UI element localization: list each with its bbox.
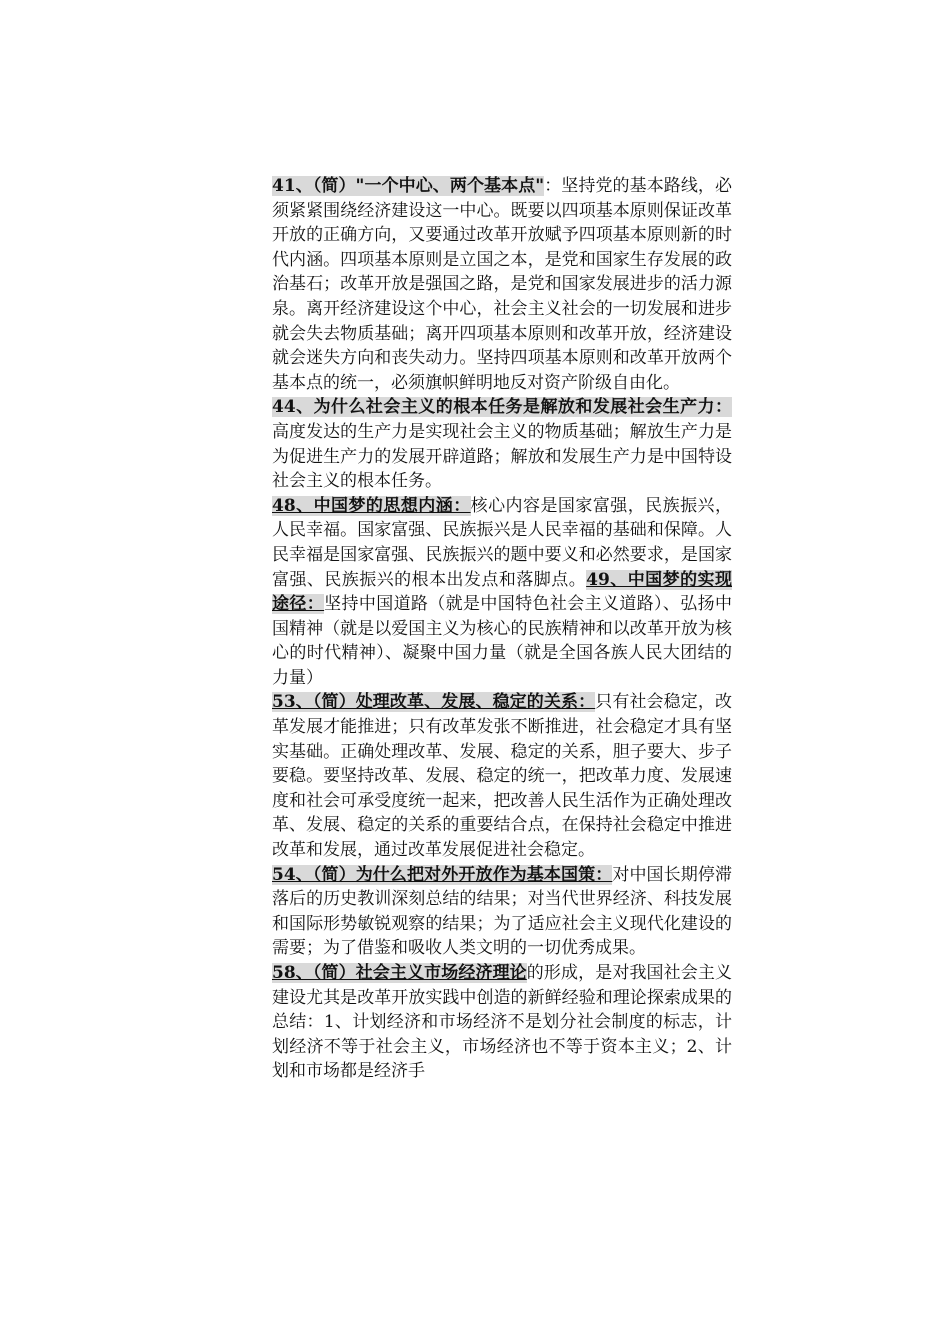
body-41: ：坚持党的基本路线，必须紧紧围绕经济建设这一中心。既要以四项基本原则保证改革开放的正确方向，又要通过改革开放赋予四项基本原则新的时代内涵。四项基本原则是立国之本，是党和国家生存发展的政治基石；改革开放是强国之路，是党和国家发展进步的活力源泉。离开经济建设这个中心，社会主义社会的一切发展和进步就会失去物质基础；离开四项基本原则和改革开放，经济建设就会迷失方向和丧失动力。坚持四项基本原则和改革开放两个基本点的统一，必须旗帜鲜明地反对资产阶级自由化。 (272, 176, 733, 393)
body-54: 对中国长期停滞落后的历史教训深刻总结的结果；对当代世界经济、科技发展和国际形势敏锐观察的结果；为了适应社会主义现代化建设的需要；为了借鉴和吸收人类文明的一切优秀成果。 (272, 864, 732, 959)
paragraph-53 (272, 690, 732, 862)
paragraph-48 (272, 494, 732, 691)
heading-49: 49、中国梦的实现途径： (272, 569, 732, 615)
paragraph-54 (272, 863, 732, 961)
body-48: 核心内容是国家富强，民族振兴，人民幸福。国家富强、民族振兴是人民幸福的基础和保障。人民幸福是国家富强、民族振兴的题中要义和必然要求，是国家富强、民族振兴的根本出发点和落脚点。 (272, 495, 732, 590)
heading-58: 58、（简）社会主义市场经济理论 (272, 963, 527, 983)
heading-48: 48、中国梦的思想内涵： (272, 495, 471, 516)
body-44: 高度发达的生产力是实现社会主义的物质基础；解放生产力是为促进生产力的发展开辟道路；解放和发展生产力是中国特设社会主义的根本任务。 (272, 421, 732, 492)
heading-53: 53、（简）处理改革、发展、稳定的关系： (272, 692, 596, 713)
document-page (272, 174, 732, 1084)
body-53: 只有社会稳定，改革发展才能推进；只有改革发张不断推进，社会稳定才具有坚实基础。正确处理改革、发展、稳定的关系，胆子要大、步子要稳。要坚持改革、发展、稳定的统一，把改革力度、发展速度和社会可承受度统一起来，把改善人民生活作为正确处理改革、发展、稳定的关系的重要结合点，在保持社会稳定中推进改革和发展，通过改革发展促进社会稳定。 (272, 692, 732, 861)
heading-41: 41、（简）"一个中心、两个基本点" (272, 176, 545, 196)
paragraph-44 (272, 395, 732, 493)
paragraph-58 (272, 961, 732, 1084)
paragraph-41 (272, 174, 732, 395)
heading-44: 44、为什么社会主义的根本任务是解放和发展社会生产力： (272, 397, 732, 418)
body-49: 坚持中国道路（就是中国特色社会主义道路）、弘扬中国精神（就是以爱国主义为核心的民族精神和以改革开放为核心的时代精神）、凝聚中国力量（就是全国各族人民大团结的力量） (272, 594, 733, 688)
heading-54: 54、（简）为什么把对外开放作为基本国策： (272, 864, 613, 885)
body-58: 的形成，是对我国社会主义建设尤其是改革开放实践中创造的新鲜经验和理论探索成果的总结：1、计划经济和市场经济不是划分社会制度的标志，计划经济不等于社会主义，市场经济也不等于资本主义；2、计划和市场都是经济手 (272, 963, 732, 1082)
